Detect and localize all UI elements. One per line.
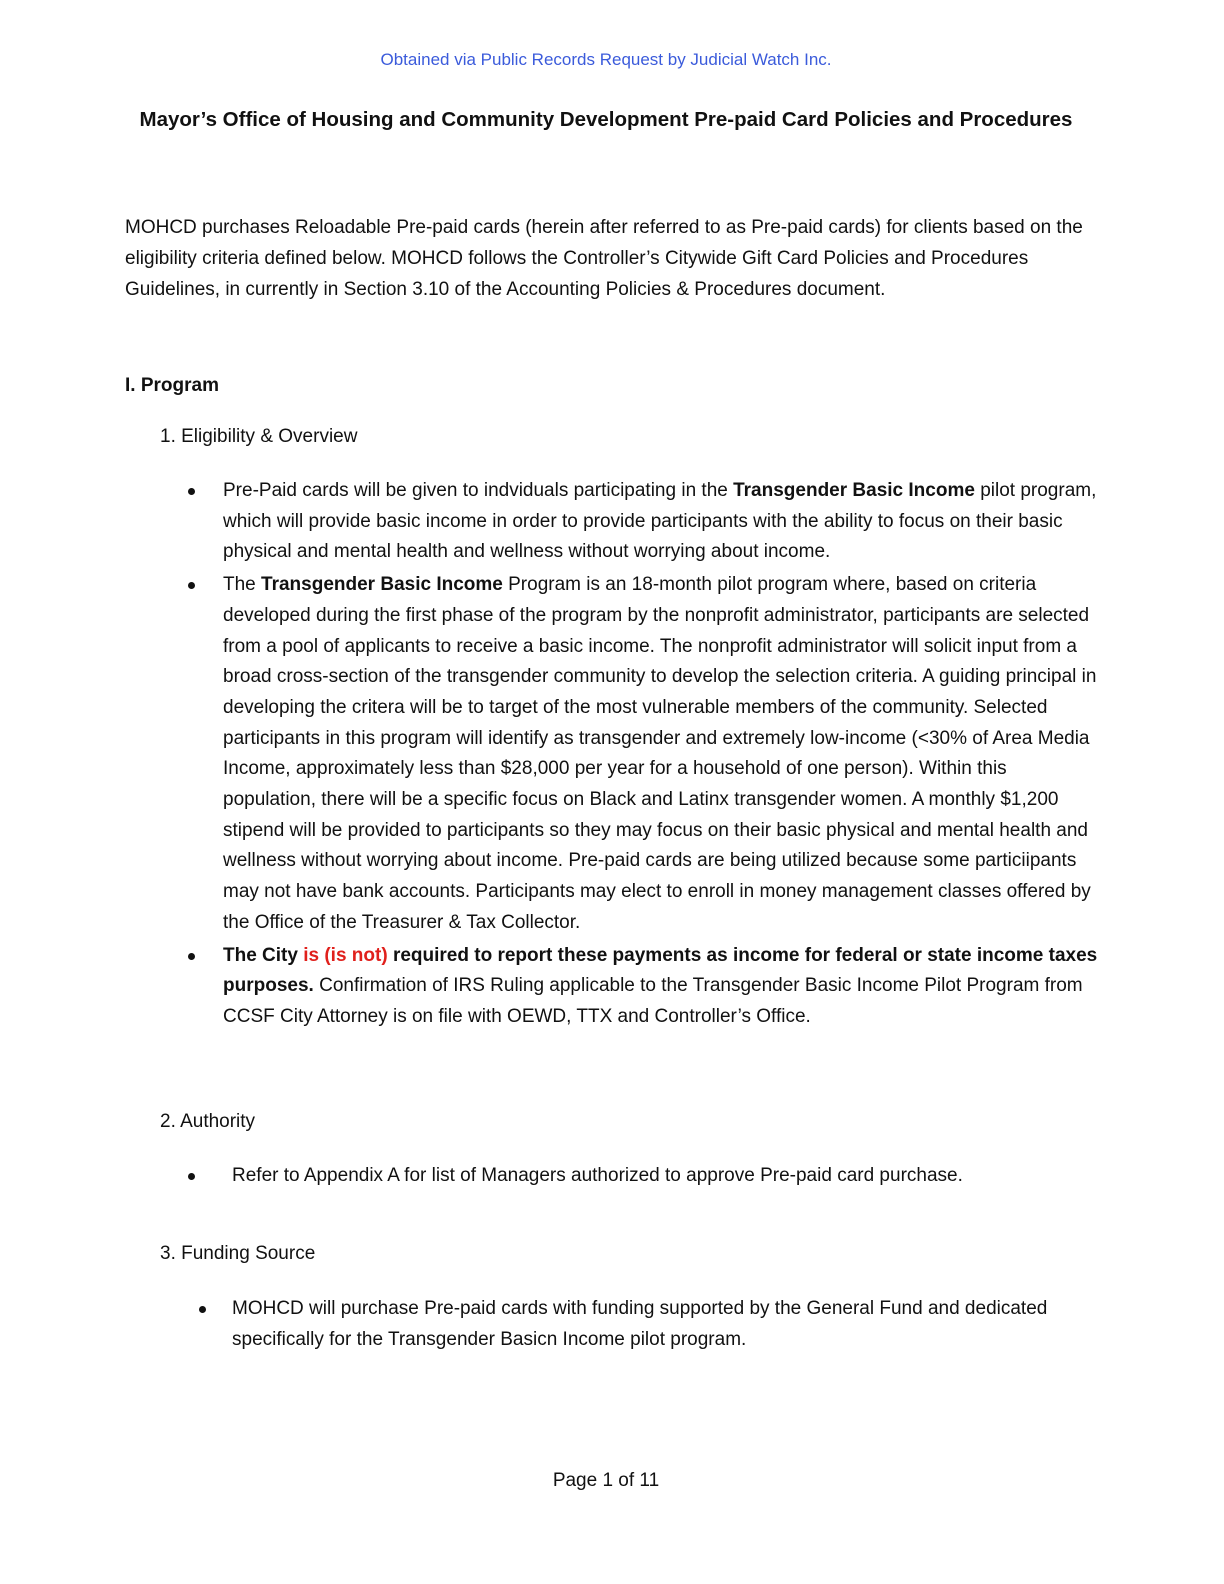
intro-paragraph: MOHCD purchases Reloadable Pre-paid cards (herein after referred to as Pre-paid cards) for clients based on the eligibility criteria defined below. MOHCD follows the Controller’s Citywide Gift Card Policies and Procedures Guidelines, in currently in Section 3.10 of the Accounting Policies & Procedures document. bbox=[125, 217, 1083, 300]
eligibility-list bbox=[186, 476, 1101, 1035]
page-number: Page 1 of 11 bbox=[552, 1470, 660, 1491]
irs-ruling-text: Confirmation of IRS Ruling applicable to the Transgender Basic Income Pilot Program from CCSF City Attorney is on file with OEWD, TTX and Controller’s Office. bbox=[223, 975, 1083, 1027]
eligibility-b2-text: The bbox=[223, 574, 262, 596]
list-item bbox=[186, 476, 1101, 568]
funding-b1-text: MOHCD will purchase Pre-paid cards with funding supported by the General Fund and dedicated specifically for the Transgender Basicn Income pilot program. bbox=[232, 1298, 1048, 1350]
subheading-funding: 3. Funding Source bbox=[160, 1243, 316, 1264]
subheading-authority: 2. Authority bbox=[160, 1111, 256, 1132]
section-heading-program: I. Program bbox=[125, 375, 219, 396]
funding-list bbox=[186, 1294, 1101, 1357]
is-is-not-red-text: is (is not) bbox=[303, 944, 388, 966]
bullet-icon bbox=[188, 953, 195, 960]
city-bold-text: The City bbox=[223, 944, 304, 966]
bullet-icon bbox=[188, 582, 195, 589]
list-item bbox=[186, 941, 1101, 1033]
eligibility-b1-rest: pilot program, which will provide basic income in order to provide participants with the ability to focus on their basic physical and mental health and wellness without worrying about income. bbox=[223, 480, 1097, 563]
authority-list bbox=[186, 1161, 1101, 1194]
bullet-icon bbox=[188, 488, 195, 495]
program-name-bold: Transgender Basic Income bbox=[733, 480, 975, 501]
program-name-bold: Transgender Basic Income bbox=[261, 574, 503, 596]
report-requirement-bold: required to report these payments as income for federal or state income taxes purposes. bbox=[223, 944, 1098, 997]
document-title: Mayor’s Office of Housing and Community Development Pre-paid Card Policies and Procedures bbox=[139, 108, 1073, 131]
authority-b1-text: Refer to Appendix A for list of Managers authorized to approve Pre-paid card purchase. bbox=[232, 1165, 963, 1186]
list-item bbox=[186, 570, 1101, 938]
list-item bbox=[186, 1161, 1101, 1192]
eligibility-b1-text: Pre-Paid cards will be given to indviduals participating in the bbox=[223, 480, 734, 501]
list-item bbox=[186, 1294, 1101, 1355]
bullet-icon bbox=[199, 1306, 206, 1313]
records-request-note: Obtained via Public Records Request by Judicial Watch Inc. bbox=[380, 50, 832, 69]
eligibility-b2-rest: Program is an 18-month pilot program where, based on criteria developed during the first phase of the program by the nonprofit administrator, participants are selected from a pool of applicants to receive a basic income. The nonprofit administrator will solicit input from a broad cross-section of the transgender community to develop the selection criteria. A guiding principal in developing the critera will be to target of the most vulnerable members of the community. Selected participants in this program will identify as transgender and extremely low-income (<30% of Area Media Income, approximately less than $28,000 per year for a household of one person). Within this population, there will be a specific focus on Black and Latinx transgender women. A monthly $1,200 stipend will be provided to participants so they may focus on their basic physical and mental health and wellness without worrying about income. Pre-paid cards are being utilized because some particiipants may not have bank accounts. Participants may elect to enroll in money management classes offered by the Office of the Treasurer & Tax Collector. bbox=[223, 574, 1097, 933]
bullet-icon bbox=[188, 1173, 195, 1180]
subheading-eligibility: 1. Eligibility & Overview bbox=[160, 426, 358, 447]
